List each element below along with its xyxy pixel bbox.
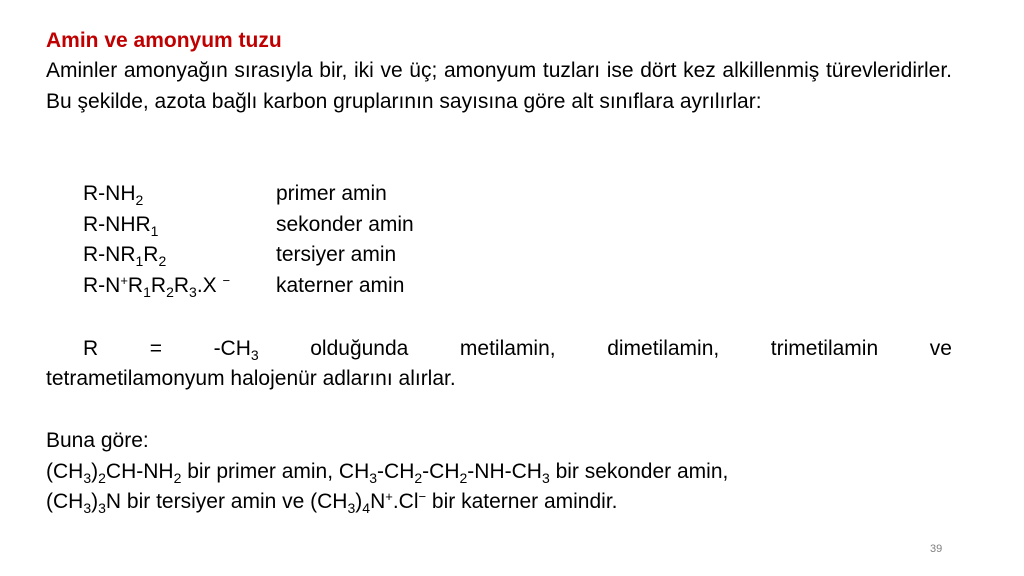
formula-tersiyer: $R-NR_1R_2$ xyxy=(83,243,167,269)
word: olduğunda xyxy=(310,337,409,360)
formula-sekonder: $R-NHR_1$ xyxy=(83,213,159,239)
r-sentence-line xyxy=(46,335,952,363)
word: trimetilamin xyxy=(770,337,879,360)
word: metilamin, xyxy=(459,337,556,360)
r-sentence-continuation: tetrametilamonyum halojenür adlarını alırlar. xyxy=(46,367,456,390)
methyl-group: $-CH_3$ xyxy=(213,337,259,363)
formula-primer: $R-NH_2$ xyxy=(83,182,144,208)
intro-paragraph: Aminler amonyağın sırasıyla bir, iki ve üç; amonyum tuzları ise dört kez alkillenmiş türevleridirler. Bu şekilde, azota bağlı karbon gruplarının sayısına göre alt sınıflara ayrılırlar: xyxy=(46,59,952,113)
name-sekonder: sekonder amin xyxy=(276,213,414,236)
name-primer: primer amin xyxy=(276,182,387,205)
slide-title: Amin ve amonyum tuzu xyxy=(46,29,282,52)
equals-sign: = xyxy=(149,337,162,360)
word: ve xyxy=(929,337,952,360)
name-tersiyer: tersiyer amin xyxy=(276,243,397,266)
buna-gore-heading: Buna göre: xyxy=(46,429,149,452)
formula-katerner: $R-N^+R_1R_2R_3.X$ − xyxy=(83,273,231,300)
r-symbol: R xyxy=(83,337,99,360)
example-line-2: $(CH_3)_3N$ bir tersiyer amin ve $(CH_3)_4N^+.Cl^-$ bir katerner amindir. xyxy=(46,489,618,516)
page-number: 39 xyxy=(930,543,943,555)
example-line-1: $(CH_3)_2CH-NH_2$ bir primer amin, $CH_3-CH_2-CH_2-NH-CH_3$ bir sekonder amin, xyxy=(46,460,729,486)
name-katerner: katerner amin xyxy=(276,274,405,297)
word: dimetilamin, xyxy=(607,337,720,360)
